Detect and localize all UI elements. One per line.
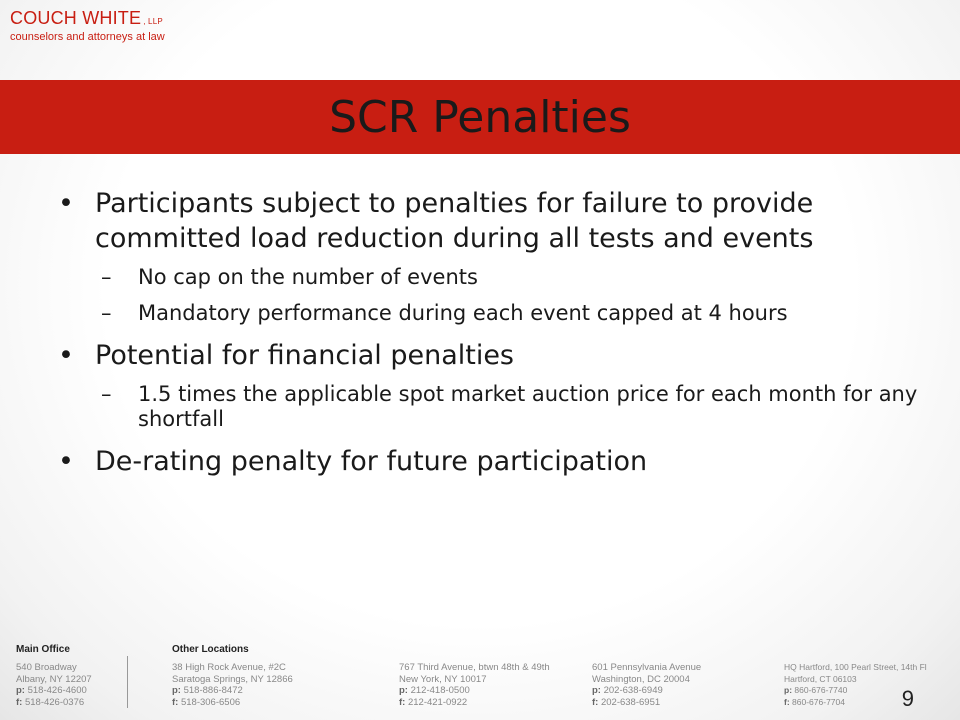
footer	[0, 644, 960, 720]
dash-icon: –	[101, 382, 112, 406]
sub-bullet-text: Mandatory performance during each event capped at 4 hours	[138, 301, 788, 325]
bullet-text: De-rating penalty for future participation	[95, 446, 648, 477]
sub-bullet-text: No cap on the number of events	[138, 265, 478, 289]
bullet-item	[58, 444, 918, 479]
page-number: 9	[901, 686, 914, 711]
bullet-icon: •	[58, 188, 74, 219]
dash-icon: –	[101, 265, 112, 289]
office-address: HQ Hartford, 100 Pearl Street, 14th Fl Hartford, CT 06103 p: 860-676-7740 f: 860-676-7704	[784, 662, 927, 707]
dash-icon: –	[101, 301, 112, 325]
main-office-label: Main Office	[16, 644, 70, 655]
bullet-icon: •	[58, 340, 74, 371]
sub-bullet-item	[58, 301, 918, 326]
logo-name: COUCH WHITE , LLP	[10, 8, 163, 28]
office-address: 767 Third Avenue, btwn 48th & 49th New York, NY 10017 p: 212-418-0500 f: 212-421-0922	[399, 662, 550, 708]
office-address: 601 Pennsylvania Avenue Washington, DC 20004 p: 202-638-6949 f: 202-638-6951	[592, 662, 702, 708]
bullet-item	[58, 338, 918, 373]
bullet-text: Participants subject to penalties for failure to provide committed load reduction during all tests and events	[95, 188, 814, 254]
bullet-text: Potential for financial penalties	[95, 340, 515, 371]
bullet-item	[58, 186, 918, 256]
sub-bullet-text: 1.5 times the applicable spot market auction price for each month for any shortfall	[138, 382, 918, 431]
sub-bullet-item	[58, 265, 918, 290]
logo-tagline: counselors and attorneys at law	[10, 31, 165, 43]
office-address: 540 Broadway Albany, NY 12207 p: 518-426-4600 f: 518-426-0376	[16, 662, 92, 708]
bullet-icon: •	[58, 446, 74, 477]
other-locations-label: Other Locations	[172, 644, 249, 655]
footer-divider	[127, 656, 128, 708]
title-banner	[0, 80, 960, 154]
office-address: 38 High Rock Avenue, #2C Saratoga Springs, NY 12866 p: 518-886-8472 f: 518-306-6506	[172, 662, 293, 708]
firm-logo	[10, 8, 165, 43]
slide-title: SCR Penalties	[329, 91, 631, 143]
logo-suffix: , LLP	[143, 17, 163, 26]
sub-bullet-item	[58, 382, 918, 432]
slide-content	[58, 186, 918, 489]
